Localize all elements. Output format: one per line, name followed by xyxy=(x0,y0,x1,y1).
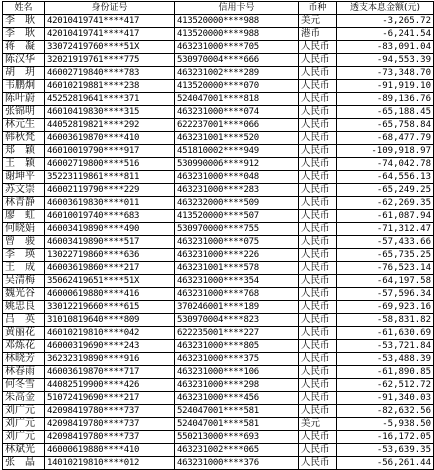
cell-amount: -61,630.69 xyxy=(337,327,434,340)
cell-amount: -65,735.25 xyxy=(337,249,434,262)
cell-id-number: 46002719800****516 xyxy=(45,158,175,171)
cell-id-number: 31010819640****809 xyxy=(45,314,175,327)
cell-name: 吕 英 xyxy=(3,314,45,327)
cell-amount: -68,477.79 xyxy=(337,132,434,145)
cell-card-number: 622235001****227 xyxy=(175,327,299,340)
cell-id-number: 42098419780****737 xyxy=(45,431,175,444)
cell-card-number: 530970004****823 xyxy=(175,314,299,327)
cell-name: 陈叶蔚 xyxy=(3,93,45,106)
table-row xyxy=(3,392,434,405)
cell-name: 韩秋梵 xyxy=(3,132,45,145)
cell-name: 黄丽花 xyxy=(3,327,45,340)
table-row xyxy=(3,379,434,392)
cell-currency: 人民币 xyxy=(299,54,337,67)
table-row xyxy=(3,236,434,249)
cell-name: 林青静 xyxy=(3,197,45,210)
cell-amount: -91,340.03 xyxy=(337,392,434,405)
cell-card-number: 463232000****509 xyxy=(175,197,299,210)
cell-card-number: 463231001****520 xyxy=(175,132,299,145)
cell-name: 张锦明 xyxy=(3,106,45,119)
cell-name: 朱高金 xyxy=(3,392,45,405)
cell-card-number: 463231000****106 xyxy=(175,366,299,379)
cell-name: 蒋 凝 xyxy=(3,41,45,54)
cell-currency: 美元 xyxy=(299,418,337,431)
cell-name: 廖 虹 xyxy=(3,210,45,223)
table-row xyxy=(3,327,434,340)
table-row xyxy=(3,15,434,28)
cell-card-number: 463231000****456 xyxy=(175,392,299,405)
cell-name: 陈汉华 xyxy=(3,54,45,67)
cell-id-number: 36232319890****916 xyxy=(45,353,175,366)
cell-currency: 人民币 xyxy=(299,262,337,275)
cell-name: 郑 颖 xyxy=(3,145,45,158)
cell-currency: 人民币 xyxy=(299,41,337,54)
table-row xyxy=(3,184,434,197)
cell-card-number: 451810002****949 xyxy=(175,145,299,158)
cell-currency: 人民币 xyxy=(299,223,337,236)
cell-amount: -109,918.97 xyxy=(337,145,434,158)
cell-currency: 港币 xyxy=(299,28,337,41)
cell-currency: 人民币 xyxy=(299,210,337,223)
table-row xyxy=(3,106,434,119)
cell-amount: -56,261.44 xyxy=(337,457,434,470)
cell-name: 吴清梅 xyxy=(3,275,45,288)
cell-id-number: 44052819821****292 xyxy=(45,119,175,132)
cell-currency: 人民币 xyxy=(299,379,337,392)
table-row xyxy=(3,431,434,444)
cell-name: 魏光谷 xyxy=(3,288,45,301)
cell-card-number: 463231000****074 xyxy=(175,106,299,119)
cell-currency: 人民币 xyxy=(299,405,337,418)
table-row xyxy=(3,132,434,145)
cell-name: 林元生 xyxy=(3,119,45,132)
cell-currency: 人民币 xyxy=(299,275,337,288)
cell-currency: 人民币 xyxy=(299,431,337,444)
cell-name: 何冬雪 xyxy=(3,379,45,392)
cell-amount: -53,639.35 xyxy=(337,444,434,457)
cell-amount: -64,197.58 xyxy=(337,275,434,288)
cell-amount: -62,512.72 xyxy=(337,379,434,392)
cell-card-number: 413520000****988 xyxy=(175,28,299,41)
table-row xyxy=(3,119,434,132)
cell-amount: -57,596.34 xyxy=(337,288,434,301)
cell-card-number: 463231000****805 xyxy=(175,340,299,353)
cell-card-number: 370246001****189 xyxy=(175,301,299,314)
cell-amount: -65,758.84 xyxy=(337,119,434,132)
cell-amount: -57,433.66 xyxy=(337,236,434,249)
table-row xyxy=(3,41,434,54)
cell-id-number: 44082519900****426 xyxy=(45,379,175,392)
cell-id-number: 46002719840****783 xyxy=(45,67,175,80)
cell-card-number: 530970000****755 xyxy=(175,223,299,236)
table-row xyxy=(3,223,434,236)
cell-card-number: 413520000****988 xyxy=(175,15,299,28)
cell-amount: -91,919.10 xyxy=(337,80,434,93)
cell-id-number: 46000619880****416 xyxy=(45,288,175,301)
cell-card-number: 550213000****693 xyxy=(175,431,299,444)
cell-currency: 人民币 xyxy=(299,145,337,158)
cell-currency: 人民币 xyxy=(299,80,337,93)
cell-currency: 人民币 xyxy=(299,249,337,262)
table-row xyxy=(3,340,434,353)
cell-name: 王 成 xyxy=(3,262,45,275)
table-row xyxy=(3,54,434,67)
cell-amount: -58,831.82 xyxy=(337,314,434,327)
cell-id-number: 51072419690****217 xyxy=(45,392,175,405)
cell-card-number: 530990006****912 xyxy=(175,158,299,171)
cell-currency: 美元 xyxy=(299,15,337,28)
header-currency: 币种 xyxy=(299,2,337,15)
cell-id-number: 42010419741****417 xyxy=(45,28,175,41)
cell-amount: -83,091.04 xyxy=(337,41,434,54)
cell-card-number: 530970004****666 xyxy=(175,54,299,67)
cell-amount: -3,265.72 xyxy=(337,15,434,28)
cell-amount: -69,923.16 xyxy=(337,301,434,314)
cell-id-number: 32021919761****775 xyxy=(45,54,175,67)
cell-name: 林斌光 xyxy=(3,444,45,457)
cell-id-number: 46003419890****517 xyxy=(45,236,175,249)
cell-id-number: 46000319690****243 xyxy=(45,340,175,353)
cell-card-number: 524047001****581 xyxy=(175,405,299,418)
cell-amount: -61,087.94 xyxy=(337,210,434,223)
cell-card-number: 463231002****289 xyxy=(175,67,299,80)
table-row xyxy=(3,275,434,288)
table-row xyxy=(3,262,434,275)
header-id-number: 身份证号 xyxy=(45,2,175,15)
cell-currency: 人民币 xyxy=(299,93,337,106)
cell-card-number: 463231000****376 xyxy=(175,457,299,470)
cell-card-number: 524047001****581 xyxy=(175,418,299,431)
cell-name: 李 耿 xyxy=(3,28,45,41)
overdraft-table xyxy=(2,1,434,470)
cell-card-number: 463231000****075 xyxy=(175,236,299,249)
cell-currency: 人民币 xyxy=(299,106,337,119)
header-amount: 透支本息金额(元) xyxy=(337,2,434,15)
cell-id-number: 46010019740****683 xyxy=(45,210,175,223)
cell-currency: 人民币 xyxy=(299,236,337,249)
cell-name: 王 颖 xyxy=(3,158,45,171)
table-row xyxy=(3,158,434,171)
table-row xyxy=(3,405,434,418)
cell-amount: -89,136.76 xyxy=(337,93,434,106)
cell-name: 邓炼花 xyxy=(3,340,45,353)
header-card-number: 信用卡号 xyxy=(175,2,299,15)
cell-name: 林春雨 xyxy=(3,366,45,379)
cell-currency: 人民币 xyxy=(299,314,337,327)
table-row xyxy=(3,366,434,379)
table-row xyxy=(3,249,434,262)
table-row xyxy=(3,418,434,431)
cell-currency: 人民币 xyxy=(299,301,337,314)
cell-card-number: 413520000****507 xyxy=(175,210,299,223)
cell-currency: 人民币 xyxy=(299,366,337,379)
cell-currency: 人民币 xyxy=(299,392,337,405)
table-row xyxy=(3,145,434,158)
cell-card-number: 463231000****048 xyxy=(175,171,299,184)
table-row xyxy=(3,197,434,210)
cell-amount: -94,553.39 xyxy=(337,54,434,67)
cell-card-number: 463231001****578 xyxy=(175,262,299,275)
cell-currency: 人民币 xyxy=(299,119,337,132)
cell-currency: 人民币 xyxy=(299,327,337,340)
cell-name: 刘广元 xyxy=(3,431,45,444)
cell-currency: 人民币 xyxy=(299,158,337,171)
header-row xyxy=(3,2,434,15)
cell-name: 林晓芳 xyxy=(3,353,45,366)
table-row xyxy=(3,314,434,327)
cell-card-number: 463231000****283 xyxy=(175,184,299,197)
cell-amount: -6,241.54 xyxy=(337,28,434,41)
cell-id-number: 46003619870****717 xyxy=(45,366,175,379)
cell-name: 苏文崇 xyxy=(3,184,45,197)
cell-id-number: 46003419890****490 xyxy=(45,223,175,236)
cell-name: 李 瑛 xyxy=(3,249,45,262)
cell-card-number: 524047001****818 xyxy=(175,93,299,106)
cell-amount: -76,523.14 xyxy=(337,262,434,275)
cell-currency: 人民币 xyxy=(299,184,337,197)
cell-id-number: 35062419651****51X xyxy=(45,275,175,288)
cell-card-number: 463231000****768 xyxy=(175,288,299,301)
cell-currency: 人民币 xyxy=(299,340,337,353)
cell-id-number: 35223119861****811 xyxy=(45,171,175,184)
cell-id-number: 46000619880****410 xyxy=(45,444,175,457)
cell-amount: -62,269.35 xyxy=(337,197,434,210)
cell-currency: 人民币 xyxy=(299,288,337,301)
cell-currency: 人民币 xyxy=(299,67,337,80)
cell-id-number: 33012219660****615 xyxy=(45,301,175,314)
table-row xyxy=(3,93,434,106)
cell-id-number: 46010219881****238 xyxy=(45,80,175,93)
cell-name: 刘广元 xyxy=(3,418,45,431)
cell-name: 胡 玥 xyxy=(3,67,45,80)
cell-currency: 人民币 xyxy=(299,457,337,470)
cell-id-number: 46002119790****229 xyxy=(45,184,175,197)
cell-id-number: 46003619860****217 xyxy=(45,262,175,275)
table-row xyxy=(3,67,434,80)
cell-id-number: 45252819641****371 xyxy=(45,93,175,106)
cell-card-number: 463231002****065 xyxy=(175,444,299,457)
table-row xyxy=(3,457,434,470)
cell-amount: -64,556.13 xyxy=(337,171,434,184)
cell-amount: -74,042.78 xyxy=(337,158,434,171)
cell-id-number: 42010419741****417 xyxy=(45,15,175,28)
cell-amount: -73,348.70 xyxy=(337,67,434,80)
cell-id-number: 46003619870****410 xyxy=(45,132,175,145)
cell-id-number: 14010219810****012 xyxy=(45,457,175,470)
cell-name: 李 耿 xyxy=(3,15,45,28)
cell-name: 韦鹏炯 xyxy=(3,80,45,93)
cell-currency: 人民币 xyxy=(299,171,337,184)
cell-amount: -82,632.56 xyxy=(337,405,434,418)
cell-id-number: 46010419830****315 xyxy=(45,106,175,119)
cell-card-number: 463231000****298 xyxy=(175,379,299,392)
cell-name: 曾 骏 xyxy=(3,236,45,249)
cell-currency: 人民币 xyxy=(299,444,337,457)
cell-id-number: 42098419780****737 xyxy=(45,405,175,418)
cell-currency: 人民币 xyxy=(299,353,337,366)
cell-amount: -16,172.05 xyxy=(337,431,434,444)
cell-card-number: 622237001****066 xyxy=(175,119,299,132)
table-row xyxy=(3,80,434,93)
table-row xyxy=(3,353,434,366)
table-row xyxy=(3,301,434,314)
cell-amount: -5,938.50 xyxy=(337,418,434,431)
cell-id-number: 46003619830****011 xyxy=(45,197,175,210)
cell-id-number: 42098419780****737 xyxy=(45,418,175,431)
header-name: 姓名 xyxy=(3,2,45,15)
cell-currency: 人民币 xyxy=(299,197,337,210)
cell-card-number: 463231000****226 xyxy=(175,249,299,262)
cell-id-number: 46010219810****042 xyxy=(45,327,175,340)
table-row xyxy=(3,171,434,184)
cell-id-number: 46010019790****917 xyxy=(45,145,175,158)
cell-id-number: 13022719860****636 xyxy=(45,249,175,262)
cell-card-number: 413520000****070 xyxy=(175,80,299,93)
cell-currency: 人民币 xyxy=(299,132,337,145)
table-row xyxy=(3,288,434,301)
cell-name: 姚忠良 xyxy=(3,301,45,314)
cell-name: 刘广元 xyxy=(3,405,45,418)
cell-amount: -65,188.45 xyxy=(337,106,434,119)
cell-card-number: 463231000****354 xyxy=(175,275,299,288)
cell-id-number: 33072419760****51X xyxy=(45,41,175,54)
cell-amount: -71,312.47 xyxy=(337,223,434,236)
cell-name: 张 晶 xyxy=(3,457,45,470)
table-row xyxy=(3,28,434,41)
cell-amount: -53,721.84 xyxy=(337,340,434,353)
cell-amount: -61,890.85 xyxy=(337,366,434,379)
cell-card-number: 463231000****375 xyxy=(175,353,299,366)
cell-name: 何晓娟 xyxy=(3,223,45,236)
cell-card-number: 463231000****705 xyxy=(175,41,299,54)
table-row xyxy=(3,444,434,457)
cell-amount: -65,249.25 xyxy=(337,184,434,197)
cell-name: 谢坤平 xyxy=(3,171,45,184)
table-row xyxy=(3,210,434,223)
cell-amount: -53,488.39 xyxy=(337,353,434,366)
